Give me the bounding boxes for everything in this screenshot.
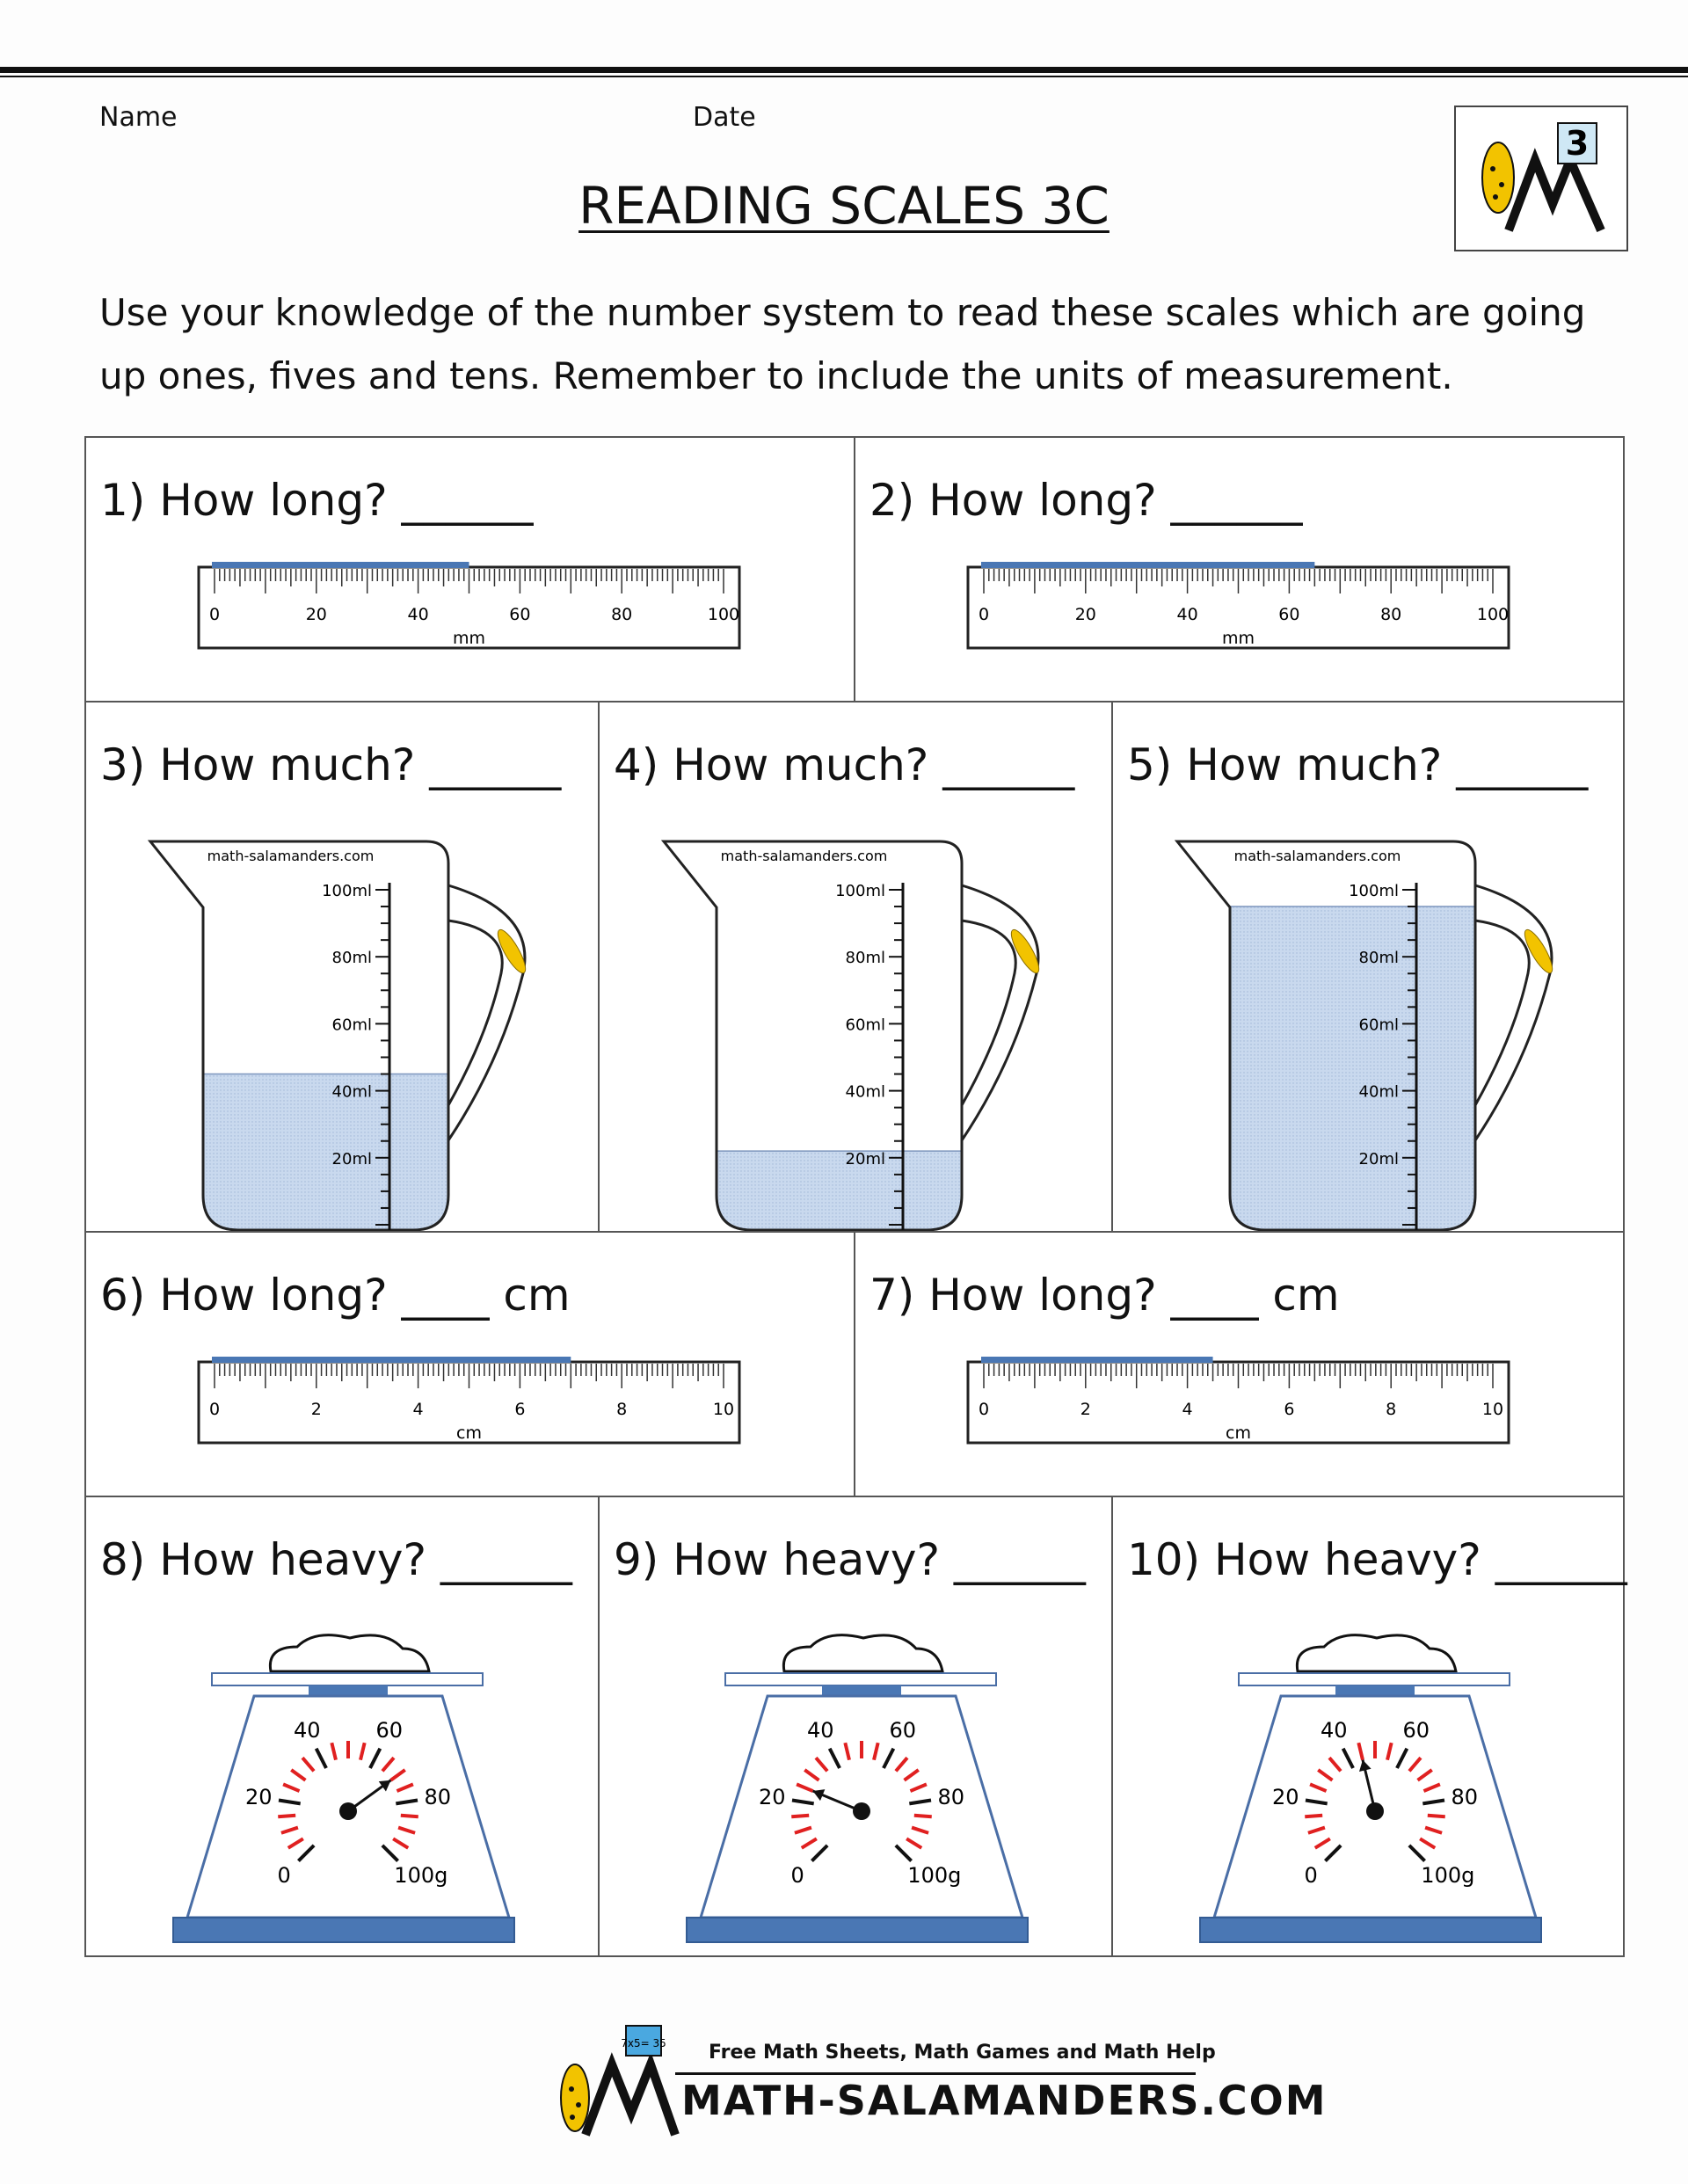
ruler-unit-label: mm [452,629,486,648]
dial-label: 80 [1451,1784,1479,1809]
question-1 [84,436,855,703]
question-9 [598,1496,1113,1957]
ruler-tick-label: 100 [707,605,740,624]
measured-line [212,562,469,568]
question-6-text: 6) How long? ____ cm [100,1270,571,1321]
dial-label: 60 [889,1718,917,1744]
salamander-icon [561,2064,589,2131]
scale-base [687,1918,1028,1942]
top-rule [0,67,1688,73]
measured-line [212,1357,571,1363]
question-10-text: 10) How heavy? ______ [1127,1534,1627,1585]
scale-base [1200,1918,1541,1942]
jug-mark-label: 80ml [331,949,372,968]
jug-mark-label: 40ml [1358,1082,1399,1102]
ruler-tick-label: 0 [208,1400,221,1419]
svg-text:3: 3 [1565,124,1590,163]
question-8-text: 8) How heavy? ______ [100,1534,572,1585]
measuring-jug-5 [1113,703,1626,1234]
dial-hub [339,1802,357,1820]
ruler-cm-6 [86,1233,857,1499]
scale-pan [1239,1673,1510,1685]
measuring-jug-3 [86,703,601,1234]
jug-brand: math-salamanders.com [1233,848,1401,864]
ruler-tick-label: 10 [1481,1400,1504,1419]
dial-label: 80 [937,1784,965,1809]
jug-mark-label: 20ml [331,1149,372,1168]
dial-hub [1366,1802,1384,1820]
dial-label: 40 [293,1718,321,1744]
dial-label: 60 [375,1718,404,1744]
question-3 [84,701,600,1233]
question-grid [84,436,1625,1957]
jug-mark-label: 20ml [845,1149,885,1168]
rock [270,1635,429,1671]
weighing-scale-10 [1113,1497,1626,1959]
ruler-tick-label: 2 [310,1400,322,1419]
scale-base [173,1918,514,1942]
ruler-unit-label: cm [1226,1423,1251,1443]
jug-mark-label: 80ml [845,949,885,968]
scale-pan [212,1673,483,1685]
dial-label: 0 [277,1862,291,1888]
ruler-tick-label: 6 [514,1400,526,1419]
ruler-tick-label: 0 [978,605,990,624]
jug-mark-label: 60ml [1358,1016,1399,1035]
ruler-tick-label: 0 [978,1400,990,1419]
dial-label: 100g [394,1862,448,1888]
footer-site: MATH-SALAMANDERS.COM [681,2077,1328,2124]
question-10 [1111,1496,1625,1957]
question-1-text: 1) How long? ______ [100,475,534,526]
question-2 [854,436,1625,703]
ruler-unit-label: cm [456,1423,482,1443]
jug-mark-label: 80ml [1358,949,1399,968]
liquid [203,1074,448,1230]
page-title: READING SCALES 3C [578,176,1110,236]
jug-mark-label: 100ml [322,882,372,900]
ruler-tick-label: 40 [1176,605,1198,624]
ruler-tick-label: 2 [1080,1400,1091,1419]
footer-divider [675,2072,1196,2075]
question-7 [854,1231,1625,1497]
weighing-scale-9 [600,1497,1115,1959]
measured-line [981,562,1314,568]
ruler-mm-2 [855,438,1626,704]
grade-logo [1454,106,1628,251]
jug-mark-label: 60ml [845,1016,885,1035]
question-7-text: 7) How long? ____ cm [869,1270,1340,1321]
ruler-tick-label: 8 [616,1400,628,1419]
ruler-tick-label: 40 [407,605,429,624]
rock [1297,1635,1456,1671]
ruler-tick-label: 20 [1074,605,1096,624]
ruler-unit-label: mm [1221,629,1255,648]
jug-mark-label: 40ml [845,1082,885,1102]
dial-label: 60 [1402,1718,1430,1744]
question-4-text: 4) How much? ______ [614,739,1075,790]
dial-label: 20 [244,1784,273,1809]
question-9-text: 9) How heavy? ______ [614,1534,1086,1585]
jug-mark-label: 100ml [1349,882,1399,900]
question-5 [1111,701,1625,1233]
instructions: Use your knowledge of the number system to read these scales which are going up ones, fives and tens. Remember to include the units of measurement. [99,291,1586,397]
question-4 [598,701,1113,1233]
liquid [1230,906,1475,1230]
dial-hub [853,1802,870,1820]
dial-label: 0 [790,1862,804,1888]
jug-mark-label: 40ml [331,1082,372,1102]
date-label: Date [693,102,756,133]
salamander-icon [1482,142,1514,213]
ruler-tick-label: 4 [1182,1400,1193,1419]
jug-brand: math-salamanders.com [720,848,888,864]
dial-label: 40 [1320,1718,1348,1744]
scale-pan [725,1673,996,1685]
ruler-tick-label: 0 [208,605,221,624]
top-rule-thin [0,76,1688,77]
dial-label: 100g [1421,1862,1475,1888]
question-2-text: 2) How long? ______ [869,475,1303,526]
ruler-cm-7 [855,1233,1626,1499]
ruler-tick-label: 80 [1380,605,1402,624]
ruler-tick-label: 80 [611,605,633,624]
question-5-text: 5) How much? ______ [1127,739,1589,790]
rock [783,1635,942,1671]
ruler-tick-label: 10 [712,1400,735,1419]
weighing-scale-8 [86,1497,601,1959]
jug-mark-label: 60ml [331,1016,372,1035]
ruler-tick-label: 60 [1278,605,1300,624]
question-6 [84,1231,855,1497]
footer-tagline: Free Math Sheets, Math Games and Math Help [709,2042,1216,2064]
question-3-text: 3) How much? ______ [100,739,562,790]
svg-text:7x5= 35: 7x5= 35 [621,2037,666,2049]
dial-label: 20 [1271,1784,1299,1809]
jug-mark-label: 100ml [835,882,885,900]
dial-label: 80 [424,1784,452,1809]
measuring-jug-4 [600,703,1115,1234]
ruler-tick-label: 100 [1476,605,1510,624]
jug-mark-label: 20ml [1358,1149,1399,1168]
dial-label: 20 [758,1784,786,1809]
ruler-tick-label: 20 [305,605,327,624]
measured-line [981,1357,1213,1363]
ruler-tick-label: 8 [1386,1400,1397,1419]
footer-logo [550,2020,691,2144]
dial-label: 40 [806,1718,834,1744]
dial-label: 100g [907,1862,962,1888]
dial-label: 0 [1304,1862,1318,1888]
ruler-tick-label: 60 [509,605,531,624]
name-label: Name [99,102,178,133]
question-8 [84,1496,600,1957]
ruler-tick-label: 6 [1284,1400,1295,1419]
ruler-tick-label: 4 [412,1400,424,1419]
jug-brand: math-salamanders.com [207,848,375,864]
liquid [717,1151,962,1230]
ruler-mm-1 [86,438,857,704]
